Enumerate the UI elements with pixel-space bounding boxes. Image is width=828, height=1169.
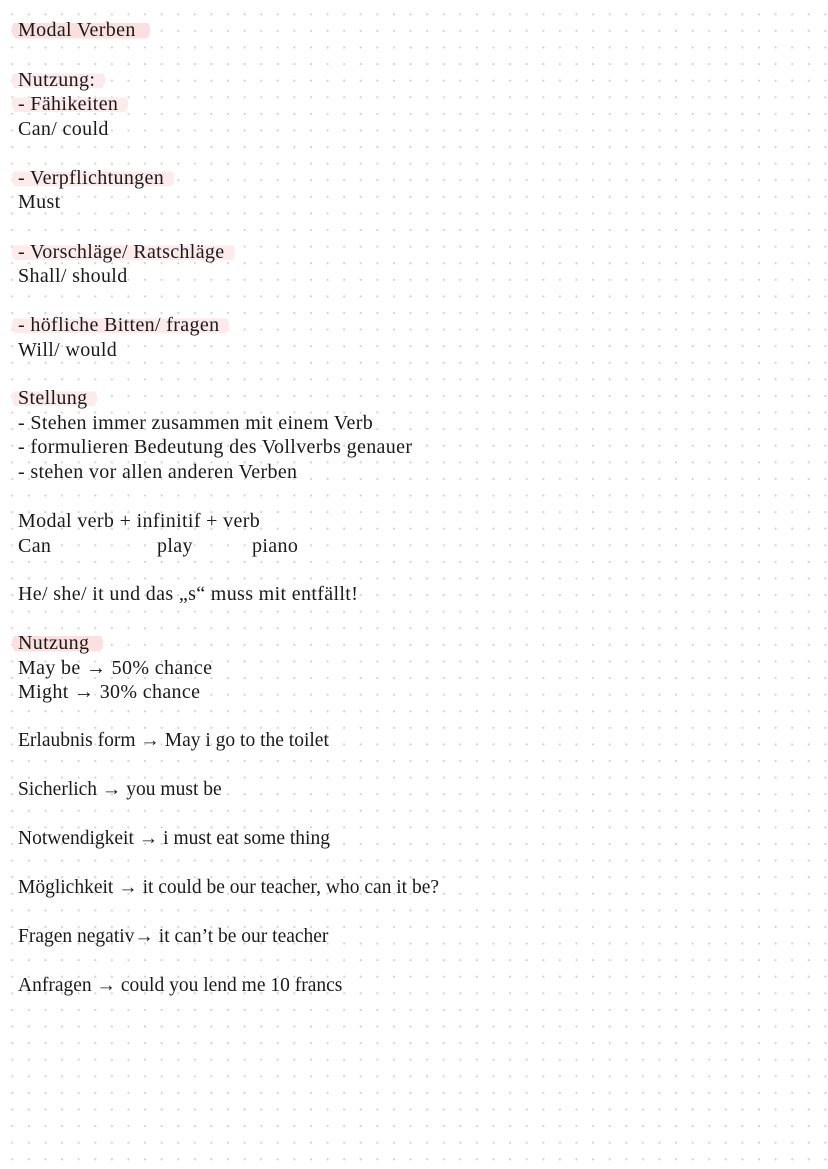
usage-example: Fragen negativ→ it can’t be our teacher (18, 926, 329, 947)
title-highlight: Modal Verben (12, 19, 150, 41)
stellung-point: - Stehen immer zusammen mit einem Verb (18, 412, 374, 434)
nutzung-heading-2: Nutzung (18, 631, 103, 655)
usage-label-abilities: - Fähikeiten (18, 92, 128, 116)
formula-example (18, 534, 418, 558)
stellung-point: - stehen vor allen anderen Verben (18, 461, 298, 483)
stellung-heading: Stellung (18, 386, 97, 410)
usage-example: Anfragen → could you lend me 10 francs (18, 975, 343, 996)
formula-example-verb: piano (252, 535, 299, 557)
usage-example: Sicherlich → you must be (18, 779, 222, 800)
formula-example-modal: Can (18, 535, 52, 557)
probability-line: May be → 50% chance (18, 657, 213, 679)
usage-label-requests: - höfliche Bitten/ fragen (18, 313, 229, 337)
usage-verbs-obligations: Must (18, 191, 61, 213)
usage-verbs-suggestions: Shall/ should (18, 265, 128, 287)
usage-label-obligations: - Verpflichtungen (18, 166, 174, 190)
page-title (18, 18, 150, 42)
stellung-point: - formulieren Bedeutung des Vollverbs genauer (18, 436, 413, 458)
usage-verbs-requests: Will/ would (18, 339, 118, 361)
formula-line: Modal verb + infinitif + verb (18, 510, 261, 532)
usage-verbs-abilities: Can/ could (18, 118, 109, 140)
nutzung-heading: Nutzung: (18, 68, 105, 92)
formula-example-infinitive: play (157, 535, 193, 557)
third-person-note: He/ she/ it und das „s“ muss mit entfällt! (18, 583, 359, 605)
probability-line: Might → 30% chance (18, 681, 201, 703)
usage-example: Erlaubnis form → May i go to the toilet (18, 730, 329, 751)
usage-example: Möglichkeit → it could be our teacher, who can it be? (18, 877, 440, 898)
usage-example: Notwendigkeit → i must eat some thing (18, 828, 330, 849)
usage-label-suggestions: - Vorschläge/ Ratschläge (18, 240, 235, 264)
